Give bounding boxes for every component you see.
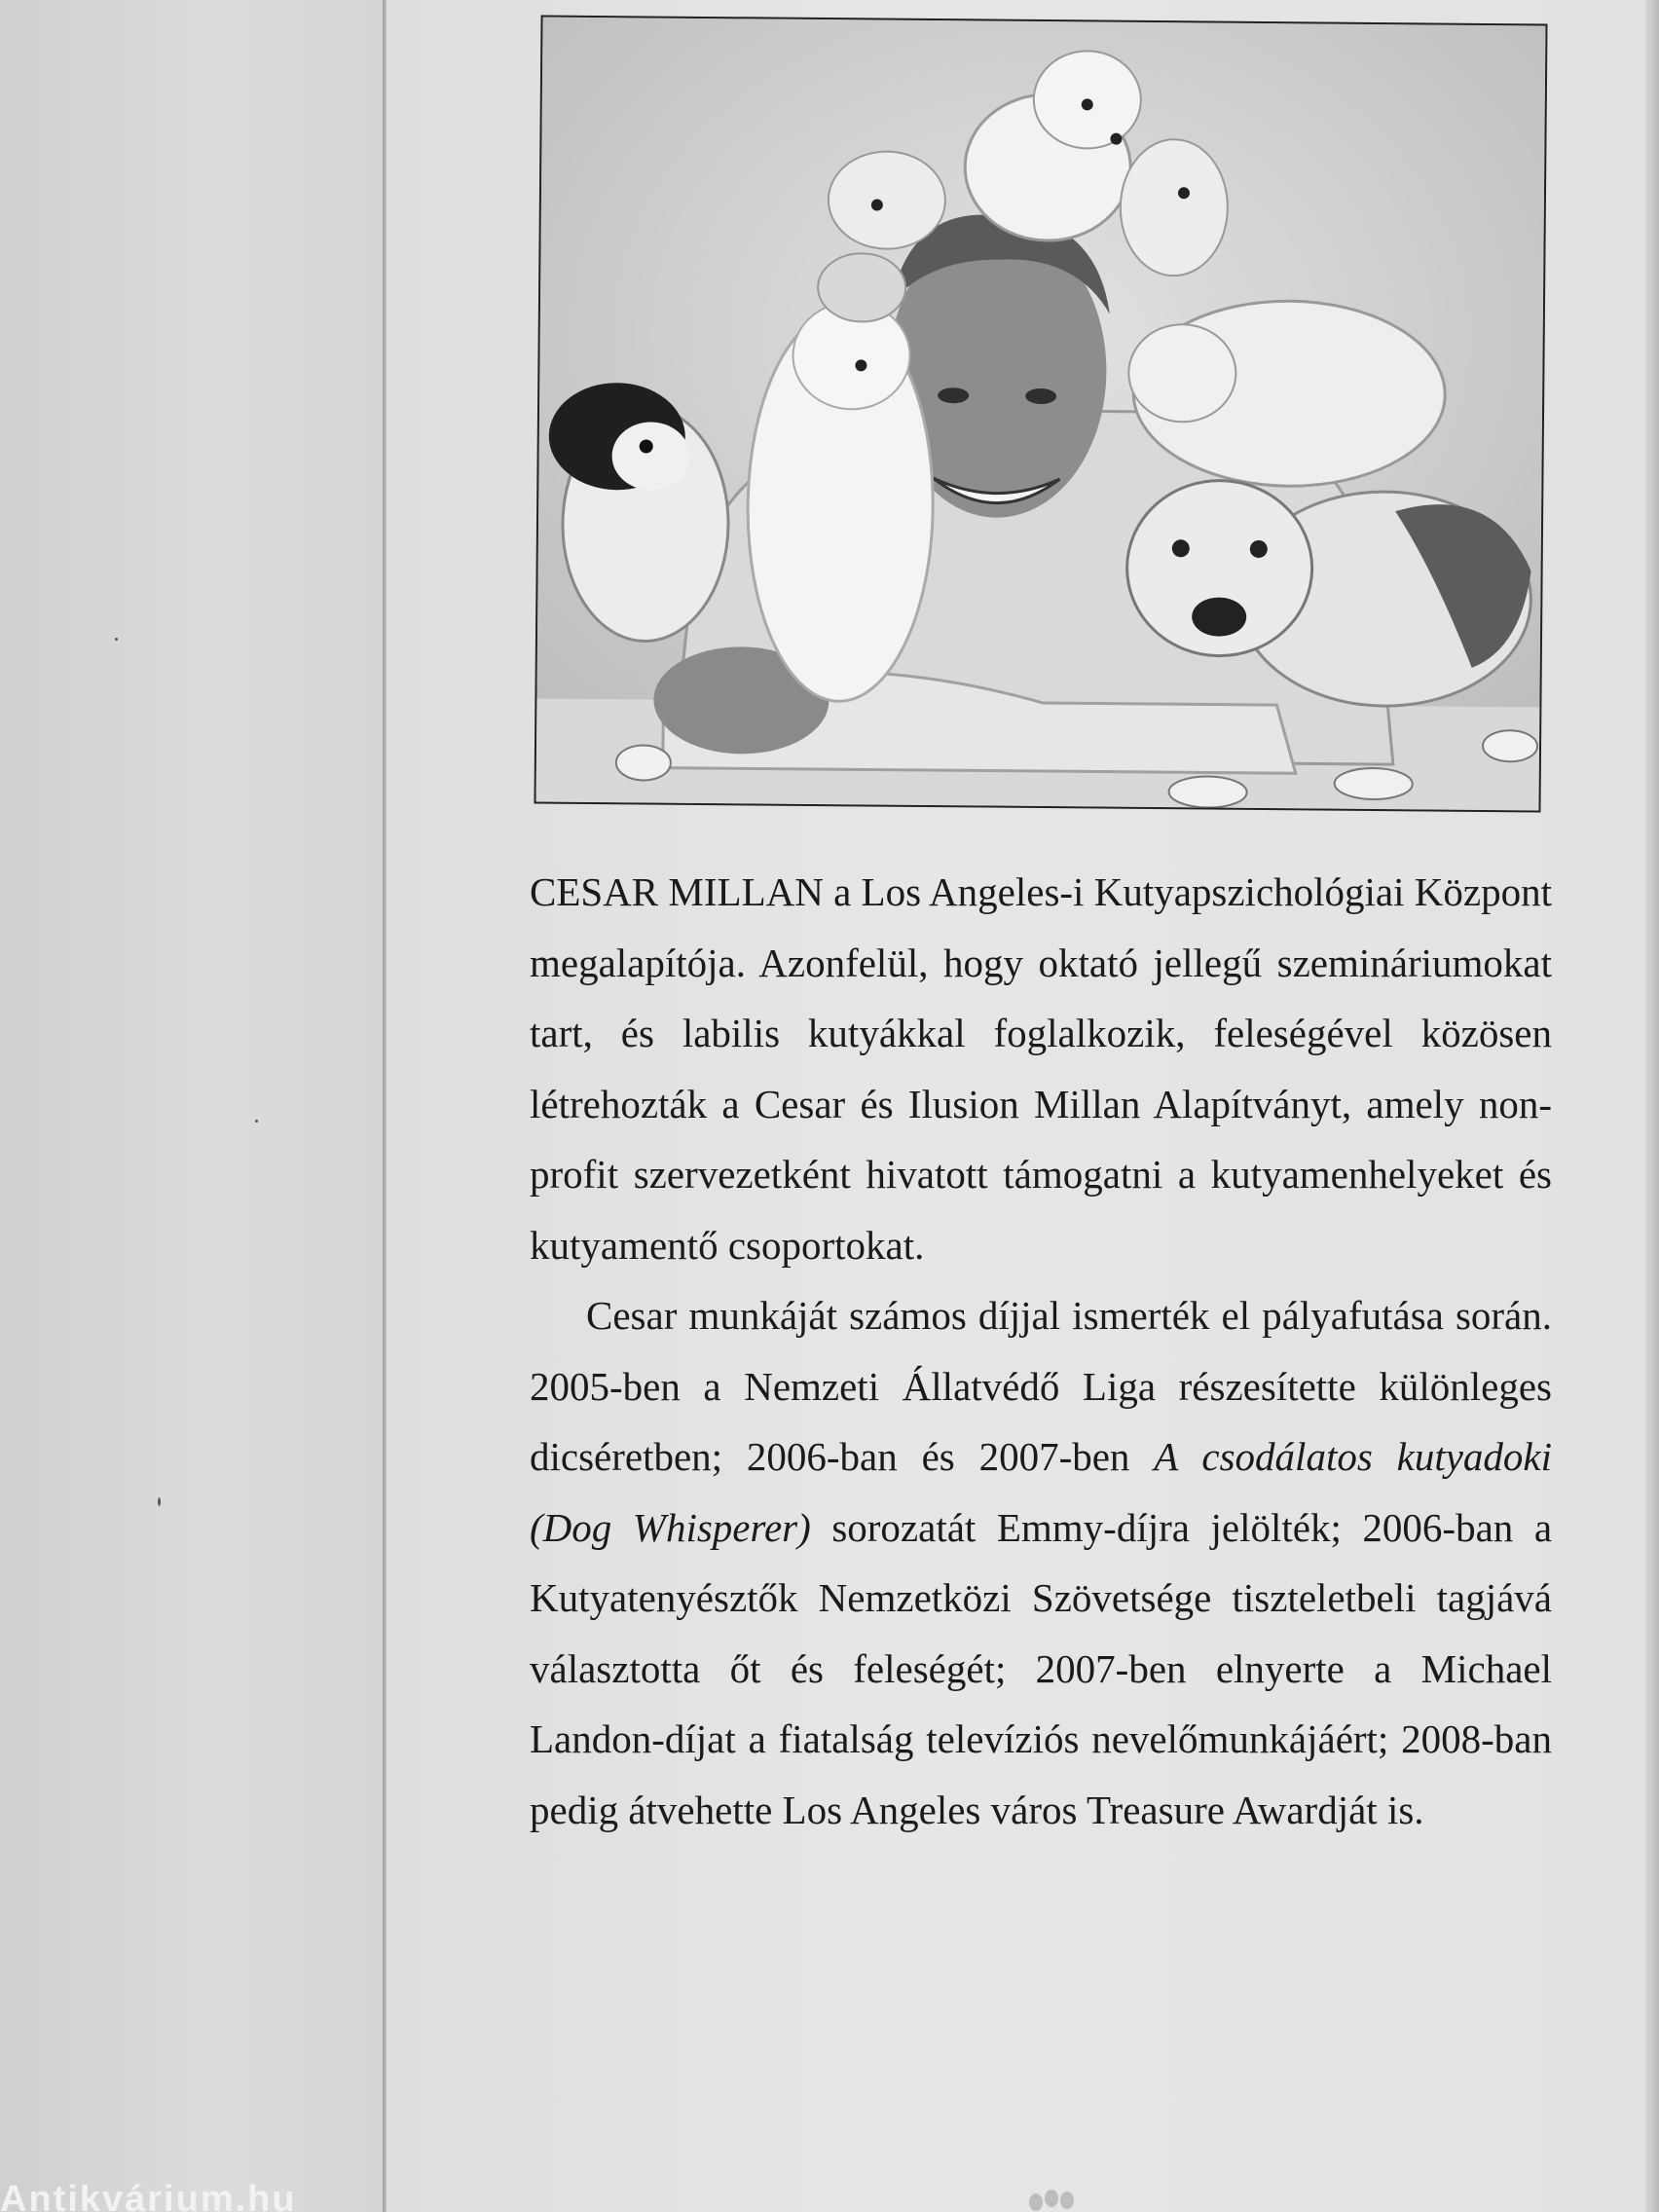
speck [158, 1497, 161, 1506]
author-photo [534, 16, 1547, 813]
author-name: CESAR MILLAN [530, 869, 824, 914]
bio-paragraph-2-text-a: Cesar munkáját számos díjjal ismerték el pályafutása során. 2005-ben a Nemzeti Állatvédő Liga részesítette különleges dicséretben; 2006-ban és 2007-ben [530, 1293, 1552, 1479]
show-title: A csodálatos kutyadoki (Dog Whisperer) [530, 1434, 1552, 1550]
portrait-with-puppies-icon [536, 18, 1546, 811]
page-edge [1645, 0, 1659, 2212]
bio-paragraph-1 [530, 857, 1552, 1280]
bio-paragraph-2 [530, 1280, 1552, 1845]
author-bio [530, 857, 1552, 1845]
bio-paragraph-1-text: a Los Angeles-i Kutyapszichológiai Központ megalapítója. Azonfelül, hogy oktató jellegű szemináriumokat tart, és labilis kutyákkal foglalkozik, feleségével közösen létrehozták a Cesar és Ilusion Millan Alapítványt, amely nonprofit szervezetként hivatott támogatni a kutyamenhelyeket és kutyamentő csoportokat. [530, 869, 1552, 1268]
watermark: Antikvárium.hu [0, 2179, 297, 2212]
bio-paragraph-2-text-b: sorozatát Emmy-díjra jelölték; 2006-ban a Kutyatenyésztők Nemzetközi Szövetsége tiszteletbeli tagjává választotta őt és feleségét; 2007-ben elnyerte a Michael Landon-díjat a fiatalság televíziós nevelőmunkájáért; 2008-ban pedig átvehette Los Angeles város Treasure Awardját is. [530, 1504, 1553, 1832]
paw-icon [1022, 2189, 1090, 2212]
speck [255, 1120, 258, 1123]
speck [115, 638, 118, 641]
left-page [0, 0, 385, 2212]
